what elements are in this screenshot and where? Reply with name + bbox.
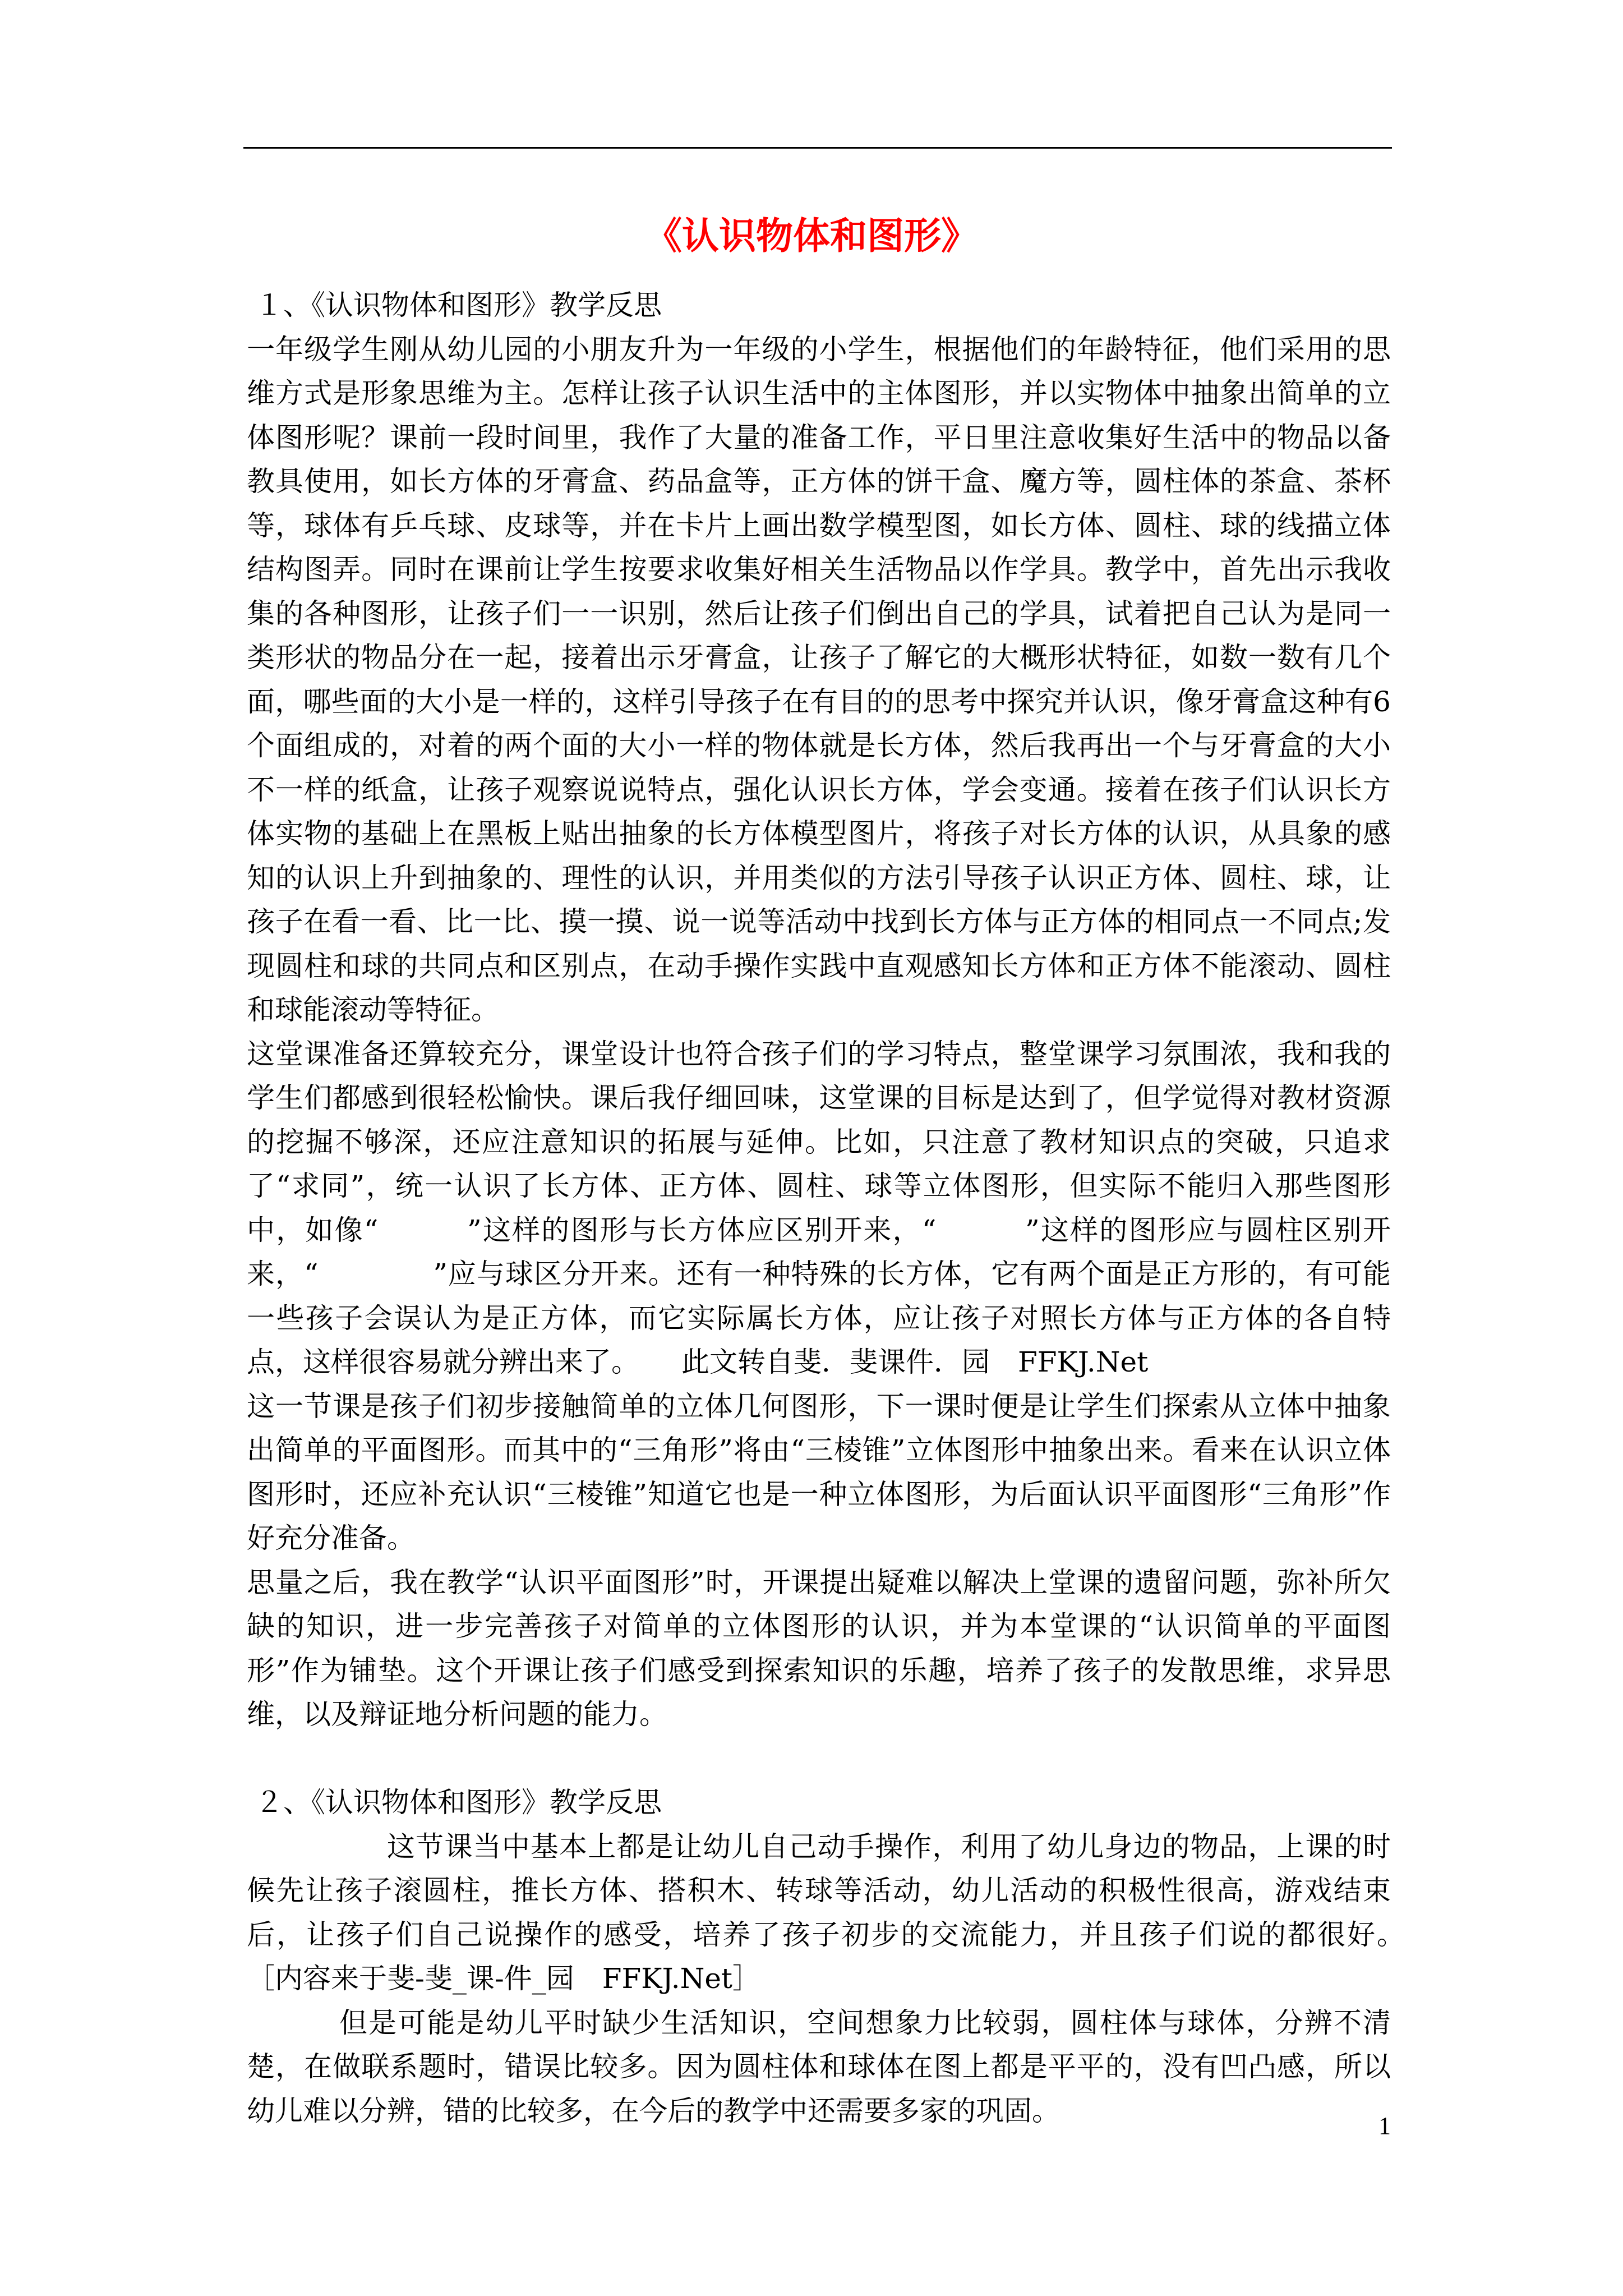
page-number: 1 [1378,2112,1391,2139]
section-1-paragraph-1: 一年级学生刚从幼儿园的小朋友升为一年级的小学生，根据他们的年龄特征，他们采用的思维方式是形象思维为主。怎样让孩子认识生活中的主体图形，并以实物体中抽象出简单的立体图形呢？课前一段时间里，我作了大量的准备工作，平日里注意收集好生活中的物品以备教具使用，如长方体的牙膏盒、药品盒等，正方体的饼干盒、魔方等，圆柱体的茶盒、茶杯等，球体有乒乓球、皮球等，并在卡片上画出数学模型图，如长方体、圆柱、球的线描立体结构图弄。同时在课前让学生按要求收集好相关生活物品以作学具。教学中，首先出示我收集的各种图形，让孩子们一一识别，然后让孩子们倒出自己的学具，试着把自己认为是同一类形状的物品分在一起，接着出示牙膏盒，让孩子了解它的大概形状特征，如数一数有几个面，哪些面的大小是一样的，这样引导孩子在有目的的思考中探究并认识，像牙膏盒这种有6个面组成的，对着的两个面的大小一样的物体就是长方体，然后我再出一个与牙膏盒的大小不一样的纸盒，让孩子观察说说特点，强化认识长方体，学会变通。接着在孩子们认识长方体实物的基础上在黑板上贴出抽象的长方体模型图片，将孩子对长方体的认识，从具象的感知的认识上升到抽象的、理性的认识，并用类似的方法引导孩子认识正方体、圆柱、球，让孩子在看一看、比一比、摸一摸、说一说等活动中找到长方体与正方体的相同点一不同点;发现圆柱和球的共同点和区别点，在动手操作实践中直观感知长方体和正方体不能滚动、圆柱和球能滚动等特征。 [247,333,1391,1026]
section-1-heading: １、《认识物体和图形》教学反思 [255,289,662,321]
section-1-paragraph-4: 思量之后，我在教学“认识平面图形”时，开课提出疑难以解决上堂课的遗留问题，弥补所欠缺的知识，进一步完善孩子对简单的立体图形的认识，并为本堂课的“认识简单的平面图形”作为铺垫。这个开课让孩子们感受到探索知识的乐趣，培养了孩子的发散思维，求异思维，以及辩证地分析问题的能力。 [247,1566,1391,1731]
section-2-paragraph-1: 这节课当中基本上都是让幼儿自己动手操作，利用了幼儿身边的物品，上课的时候先让孩子滚圆柱，推长方体、搭积木、转球等活动，幼儿活动的积极性很高，游戏结束后，让孩子们自己说操作的感受，培养了孩子初步的交流能力，并且孩子们说的都很好。 ［内容来于斐-斐_课-件_园 FFKJ.Net］ [247,1830,1419,1995]
section-1-paragraph-2: 这堂课准备还算较充分，课堂设计也符合孩子们的学习特点，整堂课学习氛围浓，我和我的学生们都感到很轻松愉快。课后我仔细回味，这堂课的目标是达到了，但学觉得对教材资源的挖掘不够深，还应注意知识的拓展与延伸。比如，只注意了教材知识点的突破，只追求了“求同”，统一认识了长方体、正方体、圆柱、球等立体图形，但实际不能归入那些图形中，如像“ ”这样的图形与长方体应区别开来，“ ”这样的图形应与圆柱区别开来，“ ”应与球区分开来。还有一种特殊的长方体，它有两个面是正方形的，有可能一些孩子会误认为是正方体，而它实际属长方体，应让孩子对照长方体与正方体的各自特点，这样很容易就分辨出来了。 此文转自斐．斐课件．园 FFKJ.Net [247,1037,1391,1378]
document-body [247,283,1419,2133]
header-rule [243,147,1392,149]
section-2-heading: ２、《认识物体和图形》教学反思 [255,1786,662,1819]
section-2-paragraph-2: 但是可能是幼儿平时缺少生活知识，空间想象力比较弱，圆柱体与球体，分辨不清楚，在做联系题时，错误比较多。因为圆柱体和球体在图上都是平平的，没有凹凸感，所以幼儿难以分辨，错的比较多，在今后的教学中还需要多家的巩固。 [247,2006,1391,2127]
document-title: 《认识物体和图形》 [645,214,978,257]
section-spacer [247,1737,1391,1781]
section-1-paragraph-3: 这一节课是孩子们初步接触简单的立体几何图形，下一课时便是让学生们探索从立体中抽象出简单的平面图形。而其中的“三角形”将由“三棱锥”立体图形中抽象出来。看来在认识立体图形时，还应补充认识“三棱锥”知道它也是一种立体图形，为后面认识平面图形“三角形”作好充分准备。 [247,1389,1391,1554]
